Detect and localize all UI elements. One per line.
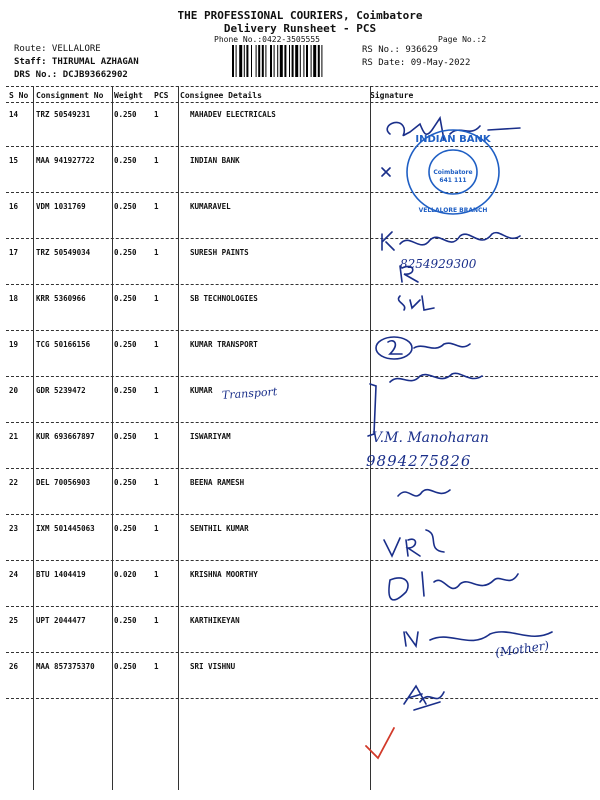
runsheet-subtitle: Delivery Runsheet - PCS [223, 22, 377, 35]
row-sno: 15 [9, 156, 19, 165]
page-number: Page No.:2 [438, 35, 487, 44]
handwritten-name-21: V.M. Manoharan [372, 430, 489, 446]
row-consignee: SB TECHNOLOGIES [190, 294, 258, 303]
stamp-top-text: INDIAN BANK [415, 134, 491, 145]
row-sno: 21 [9, 432, 19, 441]
row-pcs: 1 [154, 662, 159, 671]
row-pcs: 1 [154, 110, 159, 119]
row-pcs: 1 [154, 202, 159, 211]
row-consignee: KUMAR TRANSPORT [190, 340, 258, 349]
signature-26 [404, 686, 444, 710]
row-pcs: 1 [154, 432, 159, 441]
rs-date: RS Date: 09-May-2022 [362, 58, 471, 68]
row-weight: 0.250 [114, 294, 137, 303]
row-consignee: BEENA RAMESH [190, 478, 245, 487]
row-weight: 0.250 [114, 662, 137, 671]
row-weight: 0.250 [114, 340, 137, 349]
row-pcs: 1 [154, 478, 159, 487]
row-weight: 0.250 [114, 202, 137, 211]
row-consignment-no: UPT 2044477 [36, 616, 86, 625]
handwritten-phone-17: 8254929300 [400, 257, 477, 271]
row-sno: 26 [9, 662, 19, 671]
col-consignment: Consignment No [36, 91, 104, 100]
handwritten-phone-21: 9894275826 [366, 452, 472, 470]
signature-19b [390, 373, 482, 382]
col-pcs: PCS [154, 91, 169, 100]
company-title: THE PROFESSIONAL COURIERS, Coimbatore [177, 9, 423, 22]
route-label: Route: VELLALORE [14, 44, 101, 54]
row-consignment-no: VDM 1031769 [36, 202, 86, 211]
row-weight: 0.020 [114, 570, 137, 579]
row-consignee: KUMARAVEL [190, 202, 231, 211]
col-consignee: Consignee Details [180, 91, 262, 100]
row-consignment-no: DEL 70056903 [36, 478, 91, 487]
row-weight: 0.250 [114, 432, 137, 441]
signature-18 [398, 296, 434, 310]
row-sno: 14 [9, 110, 19, 119]
row-pcs: 1 [154, 524, 159, 533]
row-consignment-no: MAA 941927722 [36, 156, 95, 165]
row-consignee: SURESH PAINTS [190, 248, 249, 257]
staff-label: Staff: THIRUMAL AZHAGAN [14, 57, 139, 67]
check-mark [366, 728, 394, 758]
row-sno: 16 [9, 202, 19, 211]
signature-15 [382, 168, 390, 176]
col-sno: S No [9, 91, 29, 100]
row-weight: 0.250 [114, 524, 137, 533]
row-sno: 23 [9, 524, 19, 533]
row-consignee: KUMAR [190, 386, 213, 395]
row-pcs: 1 [154, 248, 159, 257]
row-consignment-no: IXM 501445063 [36, 524, 95, 533]
handwritten-mother: (Mother) [494, 638, 550, 660]
row-sno: 17 [9, 248, 19, 257]
row-sno: 22 [9, 478, 19, 487]
row-pcs: 1 [154, 156, 159, 165]
row-pcs: 1 [154, 340, 159, 349]
row-consignment-no: MAA 857375370 [36, 662, 95, 671]
barcode [232, 45, 350, 77]
row-pcs: 1 [154, 570, 159, 579]
row-consignment-no: TRZ 50549231 [36, 110, 91, 119]
row-pcs: 1 [154, 386, 159, 395]
row-consignment-no: TCG 50166156 [36, 340, 91, 349]
signature-24 [389, 572, 518, 600]
row-weight: 0.250 [114, 156, 137, 165]
bank-stamp [400, 124, 506, 220]
row-consignment-no: TRZ 50549034 [36, 248, 91, 257]
row-weight: 0.250 [114, 248, 137, 257]
row-consignment-no: BTU 1404419 [36, 570, 86, 579]
row-sno: 20 [9, 386, 19, 395]
row-consignment-no: KRR 5360966 [36, 294, 86, 303]
row-weight: 0.250 [114, 386, 137, 395]
row-consignee: KRISHNA MOORTHY [190, 570, 258, 579]
row-sno: 24 [9, 570, 19, 579]
bracket-mark [368, 384, 376, 436]
stamp-side-text: VELLALORE BRANCH [418, 207, 488, 214]
row-consignment-no: KUR 693667897 [36, 432, 95, 441]
row-sno: 25 [9, 616, 19, 625]
header-top-rule [6, 86, 598, 87]
stamp-center-text: Coimbatore [433, 169, 473, 176]
row-consignee: MAHADEV ELECTRICALS [190, 110, 276, 119]
signature-23 [384, 530, 444, 556]
row-sno: 18 [9, 294, 19, 303]
row-consignee: SENTHIL KUMAR [190, 524, 249, 533]
row-consignee: SRI VISHNU [190, 662, 236, 671]
signature-22 [398, 490, 450, 496]
row-weight: 0.250 [114, 110, 137, 119]
row-consignment-no: GDR 5239472 [36, 386, 86, 395]
signature-16 [382, 232, 520, 250]
row-sno: 19 [9, 340, 19, 349]
handwritten-transport: Transport [221, 385, 278, 402]
rs-number: RS No.: 936629 [362, 45, 438, 55]
phone-number: Phone No.:0422-3505555 [214, 35, 320, 44]
row-weight: 0.250 [114, 478, 137, 487]
stamp-code-text: 641 111 [439, 177, 467, 184]
drs-number: DRS No.: DCJB93662902 [14, 70, 128, 80]
header-bottom-rule [6, 102, 598, 103]
row-consignee: ISWARIYAM [190, 432, 231, 441]
col-signature: Signature [370, 91, 414, 100]
row-pcs: 1 [154, 616, 159, 625]
signature-19 [388, 341, 470, 354]
row-pcs: 1 [154, 294, 159, 303]
row-weight: 0.250 [114, 616, 137, 625]
col-weight: Weight [114, 91, 143, 100]
row-consignee: INDIAN BANK [190, 156, 240, 165]
row-consignee: KARTHIKEYAN [190, 616, 240, 625]
